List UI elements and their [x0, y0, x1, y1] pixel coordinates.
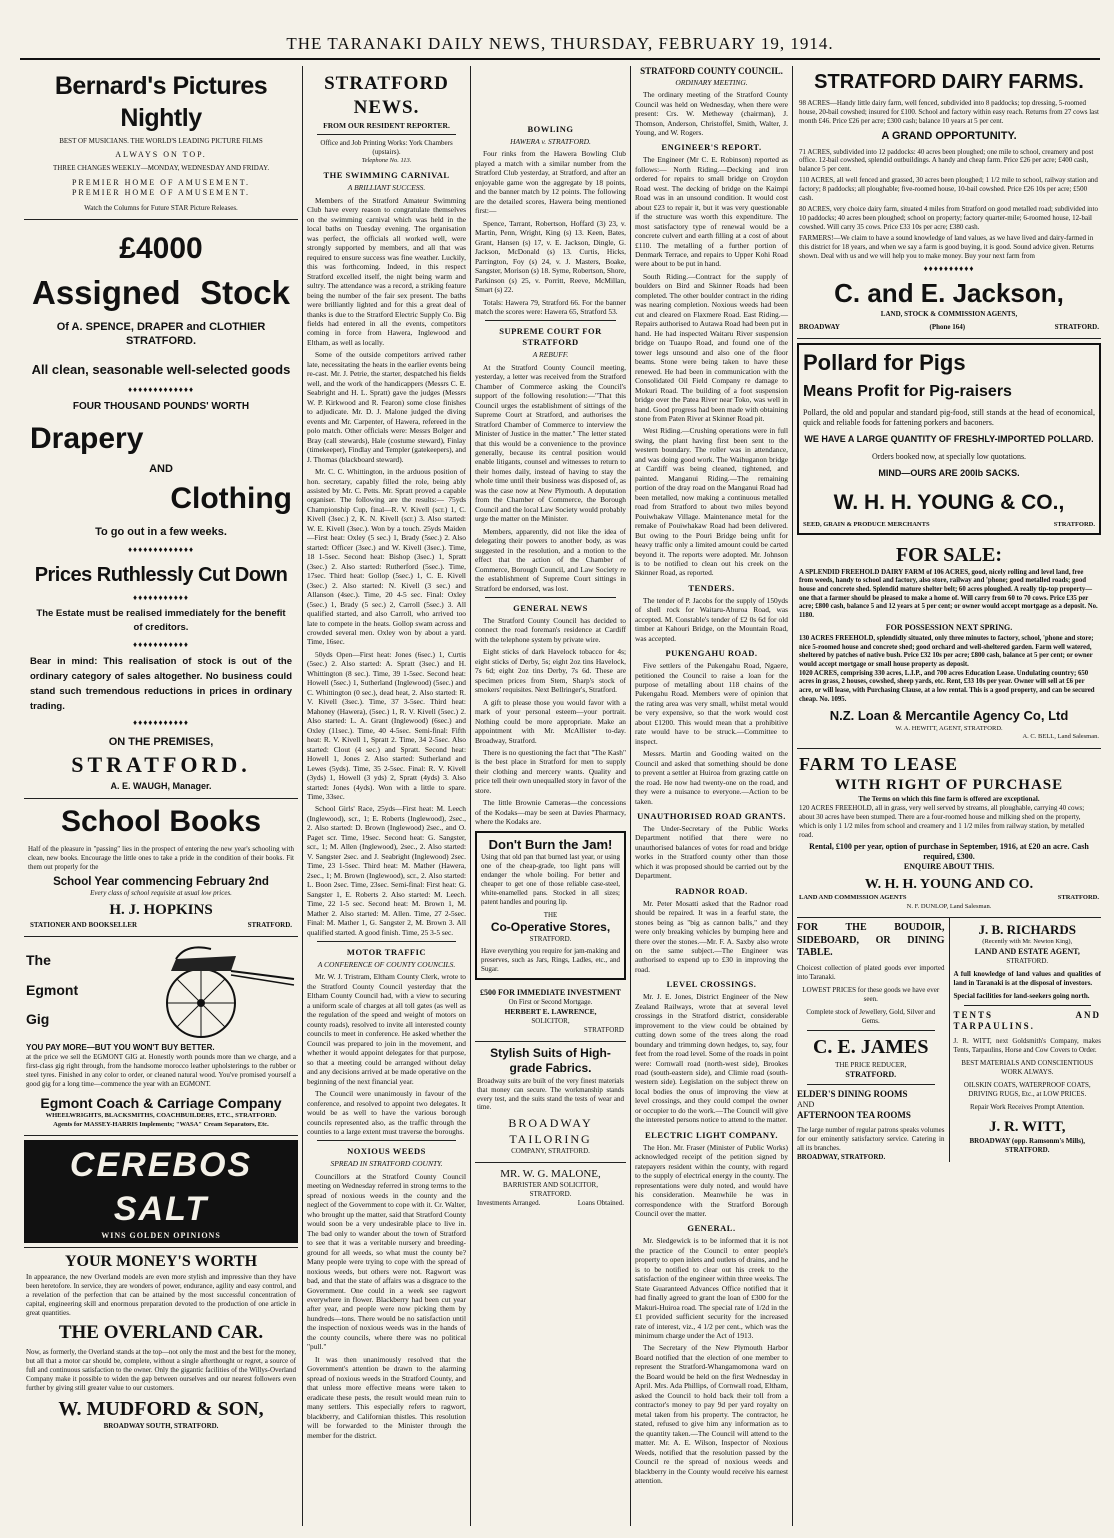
spence-manager: A. E. WAUGH, Manager. — [110, 780, 212, 791]
elder-and: AND — [797, 1100, 815, 1110]
richards-recently: (Recently with Mr. Newton King), — [982, 938, 1073, 946]
books-trade: STATIONER AND BOOKSELLER — [30, 920, 138, 929]
pukengahu-heading: PUKENGAHU ROAD. — [665, 648, 758, 659]
divider-dots: ♦♦♦♦♦♦♦♦♦♦ — [923, 263, 975, 273]
divider — [964, 1005, 1092, 1006]
lawrence-line1: £500 FOR IMMEDIATE INVESTMENT — [480, 988, 621, 998]
broadway-title: BROADWAY TAILORING — [508, 1116, 593, 1146]
richards-special: Special facilities for land-seekers going north. — [953, 991, 1090, 1000]
gig-gig: Gig — [26, 1011, 50, 1028]
weeds-heading: NOXIOUS WEEDS — [347, 1146, 426, 1157]
spence-four: FOUR THOUSAND POUNDS' WORTH — [72, 401, 250, 413]
jackson-phone: (Phone 164) — [929, 323, 966, 332]
stratford-news-title: STRATFORD NEWS. — [324, 73, 449, 119]
gig-illustration-icon — [116, 941, 296, 1041]
divider-dots: ♦♦♦♦♦♦♦♦♦♦♦ — [133, 639, 189, 649]
divider — [485, 597, 616, 598]
james-title: C. E. JAMES — [812, 1035, 929, 1058]
sale-para-3: 1020 ACRES, comprising 330 acres, L.I.P., and 700 acres Education Lease. Undulating country; 650 acres in grass, 2 houses, cowshed, sheep yards, etc. Rent, £33 10s per year. Owner will sell at £6 per acre, or will lease, with Purchasing Clause, at a low rental. This is a good property, and can be secured cheap. No. 1095. — [799, 669, 1095, 703]
spence-ad — [24, 220, 298, 800]
divider-dots: ♦♦♦♦♦♦♦♦♦♦♦ — [133, 592, 189, 602]
overland-addr: BROADWAY SOUTH, STRATFORD. — [103, 1422, 219, 1431]
books-text: Half of the pleasure in "passing" lies in the prospect of entering the new year's schooling with clean, new books. Encourage the little ones to take a pride in the condition of their books. Fit them out properly for the — [28, 844, 294, 871]
gig-text: at the price we sell the EGMONT GIG at. Honestly worth pounds more than we charge, and a first-class gig right through, from the handsome morocco leather upholsterings to the rubber or steel tyres. Finished in any color to order, or cleaned natural wood. You've promised yourself a good gig for a long time—commence the year with an EGMONT. — [26, 1052, 296, 1088]
for-sale-ad — [797, 539, 1101, 749]
young-town: STRATFORD. — [1053, 520, 1095, 528]
gig-pay: YOU PAY MORE—BUT YOU WON'T BUY BETTER. — [26, 1042, 215, 1052]
grants-heading: UNAUTHORISED ROAD GRANTS. — [637, 811, 786, 822]
boudoir-stock: Complete stock of Jewellery, Gold, Silver and Gems. — [806, 1008, 936, 1025]
coop-the: THE — [543, 911, 558, 920]
spence-drapery: Drapery — [30, 422, 144, 455]
jackson-agents: LAND, STOCK & COMMISSION AGENTS, — [880, 310, 1018, 319]
coop-text: Have everything you require for jam-making and preserves, such as Jars, Rings, Ladles, etc., and Sugar. — [481, 947, 620, 974]
richards-title: J. B. RICHARDS — [978, 921, 1076, 937]
engineer-heading: ENGINEER'S REPORT. — [661, 142, 762, 153]
books-name: H. J. HOPKINS — [109, 902, 213, 919]
lawrence-line2: On First or Second Mortgage. — [508, 998, 593, 1007]
column-5 — [792, 66, 1104, 1526]
divider-dots: ♦♦♦♦♦♦♦♦♦♦♦ — [133, 718, 189, 728]
dairy-ad — [797, 66, 1101, 339]
gig-agents: Agents for MASSEY-HARRIS Implements; "WASA" Cream Separators, Etc. — [53, 1120, 269, 1128]
jackson-broadway: BROADWAY — [799, 323, 840, 332]
boudoir-ad — [797, 918, 950, 1162]
sale-para-2: 130 ACRES FREEHOLD, splendidly situated, only three minutes to factory, school, 'phone and store; nice 5-roomed house and concrete shed; good orchard and well-sheltered garden. Farm well watered, sheltered by patches of native bush. Price £32 10s per acre; £800 cash, balance at 5 per cent; or owner would accept mortgage or small house property as deposit. — [799, 634, 1094, 668]
sale-para-1: A SPLENDID FREEHOLD DAIRY FARM of 106 ACRES, good, nicely rolling and level land, free from weeds, handy to school and factory, also store, railway and 'phone; good metalled roads; good house and concrete shed. Splendid mature shelter belt; 60 acres ploughed. A really tip-top property—one that a farmer should be pleased to make a home of. Will carry from 60 to 70 cows. Price £35 per acre; £800 cash, balance 5 and 12 years at 5 per cent; or owner would accept mortgage as a deposit. No. 1180. — [799, 568, 1098, 619]
coop-town: STRATFORD. — [529, 935, 572, 944]
council-para-8: The Under-Secretary of the Public Works Department notified that there were no unauthorised balances of votes for road and bridge works in the Stratford county other than those which it was proposed should be carried out by the Department. — [635, 823, 788, 881]
young-title: W. H. H. YOUNG & CO., — [833, 490, 1065, 514]
lawrence-line5: STRATFORD — [583, 1025, 624, 1034]
stratford-news-office: Office and Job Printing Works: York Chambers (upstairs). — [320, 139, 453, 157]
cerebos-ad — [24, 1136, 298, 1248]
nz-loan-agent: W. A. HEWITT, AGENT, STRATFORD. — [895, 725, 1003, 732]
council-para-4: West Riding.—Crushing operations were in full swing, the plant having first been sent to the western boundary. The roller was in attendance, and was doing good work. The Waihuganon bridge at Cardiff was being cleaned, tightened, and painted. Manganui Riding.—The remaining portion of the dray road on the Manganui Road had been metalled, now making a continuous metalled road from Stratford to about two miles beyond Pouiwhakaw Village. Maintenance metal for the remake of Pouiwhakaw Road had been delivered. But owing to the Pouri Bridge being unfit for heavy traffic only a limited amount could be carted beyond it. The reports were adopted. Mr. Johnson is to be notified to clean out his creek on the Skinner Road, as reported. — [635, 426, 788, 578]
crossings-heading: LEVEL CROSSINGS. — [666, 979, 757, 990]
bowling-para-3: Totals: Hawera 79, Stratford 66. For the banner match the scores were: Hawera 65, Stratford 53. — [475, 297, 626, 316]
court-para-1: At the Stratford County Council meeting, yesterday, a letter was received from the Stratford Chamber of Commerce asking the Council's support of the following resolution:—"That this Council urges the establishment of sittings of the Supreme Court at Stratford, and authorises the Stratford Chamber of Commerce to interview the Minister of Justice in the matter." The letter stated that this would be a convenience to the province generally, because its central position would enable litigants, counsel and witnesses to return to their homes daily, instead of having to stay the whole time until their business was disposed of, as was the case now at New Plymouth. A deputation from the Chamber of Commerce, the Borough Council and the local Law Society would probably urge the matter on the Minister. — [475, 362, 626, 524]
motor-para-2: The Council were unanimously in favour of the conference, and resolved to appoint two delegates. It would be as well to have the various borough councils represented also, as the traffic through the counties to a large extent must traverse the boroughs. — [307, 1089, 466, 1136]
general-news-para-4: There is no questioning the fact that "The Kash" is the best place in Stratford for men to supply their clothing and mercery wants. Quality and price tell their own unequalled story in favor of the store. — [475, 748, 626, 795]
lawrence-line4: SOLICITOR, — [531, 1017, 570, 1025]
column-1 — [20, 66, 302, 1526]
end — [792, 66, 800, 1526]
lease-enquire: ENQUIRE ABOUT THIS. — [903, 862, 995, 872]
general-news-para-1: The Stratford County Council has decided to connect the road foreman's residence at Cardiff with the telephone system by private wire. — [475, 615, 626, 644]
lease-title: FARM TO LEASE — [799, 753, 959, 774]
boudoir-prices: LOWEST PRICES for these goods we have ever seen. — [802, 986, 940, 1004]
spence-clothing: Clothing — [170, 482, 292, 516]
richards-town: STRATFORD. — [1006, 957, 1049, 966]
overland-text1: In appearance, the new Overland models are even more stylish and impressive than they have been heretofore. In service, they are wonders of power, endurance, agility and easy control, and a revelation of the perfection that can be attained by the most successful concentration of capital, engineering skill and enormous preparation devoted to the production of one article in great quantities. — [26, 1272, 296, 1317]
council-para-11: The Hon. Mr. Fraser (Minister of Public Works) acknowledged receipt of the petition signed by ratepayers resident within the county, with regard to the supply of electrical energy in the county. The representations were duly noted, and would have his consideration. Meanwhile he was in correspondence with the Stratford Borough Council over the matter. — [635, 1142, 788, 1218]
james-reducer: THE PRICE REDUCER, — [835, 1060, 907, 1069]
lease-terms: The Terms on which this fine farm is offered are exceptional. — [858, 794, 1040, 803]
column-3-content — [470, 66, 630, 1526]
broadway-company: COMPANY, STRATFORD. — [511, 1147, 590, 1156]
court-subheading: A REBUFF. — [532, 350, 569, 360]
richards-text: A full knowledge of land values and qualities of land in Taranaki is at the disposal of investors. — [953, 969, 1101, 987]
divider — [317, 134, 456, 135]
divider-dots: ♦♦♦♦♦♦♦♦♦♦♦♦♦ — [127, 544, 195, 554]
dairy-opportunity: A GRAND OPPORTUNITY. — [881, 130, 1017, 143]
boudoir-title: FOR THE BOUDOIR, SIDEBOARD, OR DINING TABLE. — [797, 921, 945, 959]
dairy-para-2: 71 ACRES, subdivided into 12 paddocks: 40 acres been ploughed; one mile to school, creamery and post office. 12-bail cowshed, splendid outbuildings. A handy and cheap farm. Price £26 per acre; £400 cash, balance 5 per cent. — [799, 147, 1094, 174]
bowling-para-1: Four rinks from the Hawera Bowling Club played a match with a similar number from the Stratford Club yesterday, at Stratford, and after an enjoyable game won the aggregate by 18 points, and the banner match by 12 points. The following are the detailed scores, Hawera being mentioned first:— — [475, 149, 626, 216]
sale-possession: FOR POSSESSION NEXT SPRING. — [885, 622, 1013, 632]
spence-clean: All clean, seasonable well-selected goods — [31, 362, 291, 378]
lease-subtitle: WITH RIGHT OF PURCHASE — [834, 776, 1064, 793]
lease-rental: Rental, £100 per year, option of purchase in September, 1916, at £20 an acre. Cash required, £300. — [809, 841, 1089, 861]
lawrence-line3: HERBERT E. LAWRENCE, — [504, 1007, 597, 1017]
council-para-1: The ordinary meeting of the Stratford County Council was held on Wednesday, when there were present: Crs. W. Metheway (chairman), J. Thomson, Anderson, Christoffel, Smith, Walter, J. Young, and W. Rogers. — [635, 90, 788, 137]
broadway-ad — [475, 1042, 626, 1163]
divider — [807, 1084, 935, 1085]
tenders-heading: TENDERS. — [688, 582, 735, 593]
coop-ad — [475, 831, 626, 980]
divider-dots: ♦♦♦♦♦♦♦♦♦♦♦♦♦ — [127, 384, 195, 394]
electric-heading: ELECTRIC LIGHT COMPANY. — [645, 1129, 778, 1140]
gig-ad — [24, 937, 298, 1137]
pollard-title: Pollard for Pigs — [803, 350, 966, 376]
stylish-text: Broadway suits are built of the very finest materials that money can secure. The workmanship stands every test, and the suits stand the tests of wear and time. — [477, 1076, 624, 1112]
court-heading: SUPREME COURT FOR STRATFORD — [499, 326, 602, 348]
bernard-line4: PREMIER HOME OF AMUSEMENT. — [71, 178, 251, 188]
gig-company: Egmont Coach & Carriage Company — [40, 1094, 282, 1111]
spence-town: STRATFORD. — [125, 335, 197, 348]
council-subtitle: ORDINARY MEETING. — [675, 77, 748, 87]
bernard-line2: ALWAYS ON TOP. — [115, 149, 207, 159]
witt-addr: BROADWAY (opp. Ramsonm's Mills), STRATFORD. — [969, 1136, 1086, 1154]
divider — [485, 320, 616, 321]
weeds-para-2: It was then unanimously resolved that the Government's attention be drawn to the alarming spread of noxious weeds in the Stratford County, and that unless more effective means were taken to eradicate these pests, the result would mean ruin to many settlers. This especially refers to ragwort, blackberry, and Californian thistles. This resolution will be forwarded to the Minister through the member for the district. — [307, 1354, 466, 1440]
spence-bear: Bear in mind: This realisation of stock is out of the ordinary category of sales altogether. No business could stand such tremendous reductions in prices in ordinary trading. — [30, 655, 292, 713]
swimming-heading: THE SWIMMING CARNIVAL — [323, 170, 450, 181]
council-para-6: Five settlers of the Pukengahu Road, Ngaere, petitioned the Council to raise a loan for the purpose of metalling about 118 chains of the Pukengahu Road. Members were of opinion that the rating area was very small, whilst metal would be very expensive, so that the work would cost about £1200. This would mean that a prohibitive rate would have to be struck.—Committee to inspect. — [635, 661, 788, 746]
column-2 — [302, 66, 470, 1526]
swimming-para-4: 50yds Open—First heat: Jones (6sec.) 1, Curtis (5sec.) 2. Also started: A. Spratt (3sec.) and H. Whittington (8 sec.). Time, 39 1-5sec. Second heat: Howell (5sec.) 1, Sutherland (Inglewood) (5sec.) and C. Whittington (0 sec.), dead heat, 2. Also started: R. V. Kivell (3sec.). Time, 37 3-5sec. Third heat: Mahoney (Hawera), (5sec.) 1, R. V. Kivell (5sec.) 2. Also started: L. A. Grant (Inglewood) (6sec.) and Oxley (11sec.). Time, 40 4-5sec. Semi-final: Fifth heat: R. V. Kivell 1, Spratt 2. Time, 34 2-5sec. Also started: Clout (4 sec.) and Spratt. Second heat: Howell 1, Jones 2. Also started: Sutherland and Lewes (5yds). Time, 35 2-5sec. Final: R. V. Kivell (3yds) 1, Howell (3 yds) 2, Spratt (4yds) 3. Also started: Jones (4yds). Won with a little to spare. Time, 33sec. — [307, 649, 466, 801]
general-news-para-2: Eight sticks of dark Havelock tobacco for 4s; eight sticks of Derby, 5s; eight 2oz tins Havelock, 7s 6d; eight 2oz tins Derby, 7s 6d. These are specimen prices from Stem, Sharp's stock of smokers' requisites. Next Bellringer's, Stratford. — [475, 647, 626, 695]
swimming-para-2: Some of the outside competitors arrived rather late, necessitating the heats in the earlier events being re-cast. Mr. J. Petrie, the starter, despatched his fields well, and the work of the handicappers (Messrs C. E. Seabright and H. L. Spratt) gave the judges (Messrs W. P. Kirkwood and R. Fearon) some close finishes to adjudicate. Mr. D. J. Malone judged the diving events and Mr. Carpenter, of Hawera, refereed in the polo match. Other officials were: Messrs Bolger and Bray (call stewards), Hale (costume steward), Finlay (timekeeper), Findlay and Templer (gatekeepers), and J. Thomas (blackboard steward). — [307, 350, 466, 464]
council-title: STRATFORD COUNTY COUNCIL. — [640, 66, 783, 76]
dairy-para-3: 110 ACRES, all well fenced and grassed, 30 acres been ploughed; 1 1/2 mile to school, railway station and factory; 8 paddocks; all ploughable; five-roomed house, 10-bail cowshed. Price £26 10s per acre; £500 cash. — [799, 176, 1098, 203]
malone-loans: Loans Obtained. — [577, 1199, 624, 1208]
jackson-town: STRATFORD. — [1054, 323, 1099, 332]
bernard-ad — [24, 66, 298, 220]
general-news-heading: GENERAL NEWS — [513, 603, 588, 614]
bowling-subheading: HAWERA v. STRATFORD. — [510, 136, 591, 146]
elder-text: The large number of regular patrons speaks volumes for our eminently satisfactory service. Catering in all its branches. — [797, 1126, 945, 1152]
pollard-orders: Orders booked now, at specially low quotations. — [871, 451, 1027, 461]
motor-subheading: A CONFERENCE OF COUNTY COUNCILS. — [317, 959, 456, 969]
tents-coats: OILSKIN COATS, WATERPROOF COATS, DRIVING RUGS, Etc., at LOW PRICES. — [963, 1080, 1091, 1098]
books-year: School Year commencing February 2nd — [53, 875, 269, 888]
pollard-subtitle: Means Profit for Pig-raisers — [803, 382, 1012, 400]
young-land-title: W. H. H. YOUNG AND CO. — [864, 877, 1034, 893]
pollard-text: Pollard, the old and popular and standard pig-food, still stands at the head of economical, quick and reliable foods for fattening porkers and baconers. — [803, 408, 1095, 428]
bernard-line5: PREMIER HOME OF AMUSEMENT. — [71, 188, 251, 198]
council-para-5: The tender of P. Jacobs for the supply of 150yds of shell rock for Waitaru-Ahuroa Road, was accepted. M. Constable's tender of £2 0s 6d for old timber at Kahouri Bridge, on the Mountain Road, was accepted. — [635, 595, 788, 643]
masthead — [20, 18, 1100, 60]
lawrence-ad — [475, 984, 626, 1042]
jackson-title: C. and E. Jackson, — [834, 278, 1064, 309]
overland-mudford: W. MUDFORD & SON, — [58, 1397, 264, 1420]
council-para-13: The Secretary of the New Plymouth Harbor Board notified that the election of one member to represent the Stratford-Whangamomona ward on the Board would be held on the first Wednesday in April. Mrs. Ada Phillips, of Cornwall road, Eltham, asked the Council to hold back their toll from a contractor's money to pay 9d per yard royalty on metal taken from his property. The contractor, he stated, refused to give him any information as to the quantity taken.—The Council will attend to the matter. Mr. A. E. Wilson, Inspector of Noxious Weeds, notified that the resolution passed by the Council re the spread of noxious weeds and blackberry in the County would receive his earnest attention. — [635, 1343, 788, 1486]
books-ad — [24, 799, 298, 936]
motor-heading: MOTOR TRAFFIC — [346, 947, 427, 957]
books-town: STRATFORD. — [247, 920, 292, 929]
overland-ad — [24, 1248, 298, 1437]
overland-worth: YOUR MONEY'S WORTH — [64, 1253, 258, 1271]
general-news-para-3: A gift to please those you would favor with a mark of your personal esteem—your portrait. Nothing could be more appropriate. Make an appointment with Mr. McAllister to-day. Broadway, Stratford. — [475, 697, 626, 745]
weeds-para-1: Councillors at the Stratford County Council meeting on Wednesday referred in strong terms to the spread of noxious weeds in the county and the neglect of the Government to cope with it. Cr. Walter, who brought up the matter, said that Stratford County would soon be a very undesirable place to live in. The bad only to wander about the town of Stratford to see that it was a veritable nursery and breeding-ground for all weeds, so what must the county be? Many people were trying to cope with the spread of noxious weeds, but others were not. Ragwort was bad, and that the state of affairs was a disgrace to the Government. One could in a week see ragwort everywhere in flower. Blackberry had been cut year after year, and people were now picking them by hundreds—tons. There would be no satisfaction until the inspection of noxious weeds was in the hands of the county councils, where there was no political "pull." — [307, 1171, 466, 1352]
spence-assigned: Assigned — [32, 273, 181, 311]
tents-materials: BEST MATERIALS AND CONSCIENTIOUS WORK ALWAYS. — [961, 1058, 1094, 1076]
lease-ad — [797, 749, 1101, 918]
malone-title: BARRISTER AND SOLICITOR, — [503, 1181, 598, 1190]
bernard-line1: BEST OF MUSICIANS. THE WORLD'S LEADING PICTURE FILMS — [59, 137, 263, 145]
gig-egmont: Egmont — [26, 981, 79, 998]
overland-text2: Now, as formerly, the Overland stands at the top—not only the most and the best for the money, but all that a motor car should be, complete, without a single afterthought or regret, a source of full and continuous satisfaction to the owner. Only the gigantic facilities of the Willys-Overland Company make it possible to widen the gap between ourselves and our nearest followers even further by giving still greater value to our customers. — [26, 1347, 296, 1392]
spence-stratford: STRATFORD. — [71, 751, 251, 777]
malone-name: MR. W. G. MALONE, — [500, 1168, 601, 1181]
dairy-title: STRATFORD DAIRY FARMS. — [814, 71, 1084, 93]
swimming-subheading: A BRILLIANT SUCCESS. — [347, 183, 426, 193]
spence-prices: Prices Ruthlessly Cut Down — [34, 564, 288, 587]
bernard-title: Bernard's Pictures Nightly — [54, 72, 268, 132]
boudoir-text: Choicest collection of plated goods ever imported into Taranaki. — [797, 964, 945, 982]
council-para-3: South Riding.—Contract for the supply of boulders on Bird and Skinner Roads had been completed. The other boulder contract in the riding was nearing completion. Noxious weeds had been cut and cleared on Flaxmere Road. East Riding.—Repairs authorised to Autawa Road had been put in hand. He had inspected Waitaru River suspension bridge on Tuaupo Road, and found one of the tower legs unsound and also one of the floor beams. Stone were being taken to have these renewed. He had been in communication with the Consolidated Oil Field Company re damage to Mokuri Road. The building of a foot suspension bridge over the Patea River near Toko, was well in hand. Good progress had been made with obtaining stone from Paten River at Skinner Road pit. — [635, 271, 788, 423]
malone-investments: Investments Arranged. — [477, 1199, 541, 1208]
young-land-town: STRATFORD. — [1057, 894, 1099, 902]
dairy-para-1: 98 ACRES—Handy little dairy farm, well fenced, subdivided into 8 paddocks; top dressing, 5-roomed house, 20-bail cowshed; insured for £100. School and factory within easy reach. Returns from 27 cows last month £46. Price £26 per acre; £300 cash; balance 10 years at 5 per cent. — [799, 98, 1099, 125]
divider — [317, 1140, 456, 1141]
spence-amount: £4000 — [119, 231, 203, 265]
elder-tea: AFTERNOON TEA ROOMS — [797, 1110, 911, 1121]
weeds-subheading: SPREAD IN STRATFORD COUNTY. — [330, 1159, 443, 1169]
spence-and: AND — [149, 463, 173, 476]
spacer-2 — [470, 66, 478, 1526]
nz-loan-title: N.Z. Loan & Mercantile Agency Co, Ltd — [829, 708, 1069, 724]
bernard-line6: Watch the Columns for Future STAR Picture Releases. — [84, 203, 238, 212]
column-council — [630, 66, 792, 1526]
tents-text: J. R. WITT, next Goldsmith's Company, makes Tents, Tarpaulins, Horse and Cow Covers to Order. — [953, 1036, 1101, 1054]
bowling-para-2: Spence, Tarrant, Robertson, Hoffard (3) 23, v. Martin, Penn, Wright, King (s) 13. Keen, Bates, Grant, Hansen (s) 17, v. E. Jackson, Dingle, G. Jackson, McDonald (s) 13. Curtis, Hicks, Parrington, Foy (s) 24, v. J. Masters, Boake, Sangster, Morison (s) 18. Syme, Robertson, Shore, Parkinson (s) 25, v. Porritt, Reeve, McMillan, Smart (s) 22. — [475, 218, 626, 295]
dairy-para-4: 80 ACRES, very choice dairy farm, situated 4 miles from Stratford on good metalled road; subdivided into 10 paddocks; 40 acres been ploughed; school on property; factory quarter-mile; 6-roomed house, 12-bail cowshed. Will carry 35 cows. Price £33 10s per acre; £380 cash. — [799, 205, 1098, 232]
nz-loan-salesman: A. C. BELL, Land Salesman. — [1022, 733, 1099, 741]
malone-ad — [475, 1163, 626, 1214]
young-land-salesman: N. F. DUNLOP, Land Salesman. — [906, 902, 992, 910]
council-para-10: Mr. J. E. Jones, District Engineer of the New Zealand Railways, wrote that at several level crossings in the Stratford district, considerable improvement to the view could be obtained by cutting down some of the trees along the road boundary and trimming down hedges, to, say, four feet from the road level. Some of the roads in point were: Cornwall road (north-west side), Brookes road (south-eastern side), and Climie road (south-western side). Legislation on the subject threw on local bodies the onus of improving the view at level crossings, and they could compel the owner or occupier to do the work.—The Council will give the interested persons notice to attend to the matter. — [635, 992, 788, 1125]
malone-town: STRATFORD. — [529, 1190, 572, 1199]
bowling-heading: BOWLING — [527, 124, 574, 134]
council-para-7: Messrs. Martin and Gooding waited on the Council and asked that something should be done to prevent a settler at Huiroa from grazing cattle on the road. He now had twenty-one on the road, and they were a nuisance to everyone.—Action to be taken. — [635, 749, 788, 806]
motor-para-1: Mr. W. J. Tristram, Eltham County Clerk, wrote to the Stratford County Council yesterday that the Eltham County Council had, with a view to securing a uniform scale of charges at all toll gates (as well as the regulation of the speed and weight of motors on county roads), resolved to invite all interested county councils to meet in conference. He asked whether the Council was prepared to join in the movement, and whether it would appoint delegates for that purpose, so that a meeting could be arranged without delay and any decisions arrived at be made operative on the beginning of the next financial year. — [307, 972, 466, 1086]
bernard-line3: THREE CHANGES WEEKLY—MONDAY, WEDNESDAY AND FRIDAY. — [52, 164, 270, 173]
council-para-2: The Engineer (Mr C. E. Robinson) reported as follows:— North Riding.—Decking and iron ordered for repairs to small bridge on Croydon Road west. The decking of bridge on the Kaimpi Road was in an unsound condition. It would cost about £23 to repair it, but it was very questionable if the structure was worth this expenditure. The most satisfactory type of renewal would be a concrete culvert and earth filling at a cost of about £110. The metalling of a further portion of Denmark Terrace, and repairs to Upper Kohi Road were about to be put in hand. — [635, 155, 788, 269]
jam-text: Using that old pan that burned last year, or using one of the cheap-grade, too light pans will endanger the whole boiling. For better and cheaper to get one of those reliable case-steel, white-enamelled pans. Stocked in all sizes; patent handles and pouring lip. — [481, 853, 620, 907]
pollard-quantity: WE HAVE A LARGE QUANTITY OF FRESHLY-IMPORTED POLLARD. — [804, 434, 1094, 445]
cerebos-title: CEREBOS SALT — [69, 1146, 253, 1228]
lease-para: 120 ACRES FREEHOLD, all in grass, very well served by streams, all ploughable, carrying 40 cows; about 30 acres have been stumped. There are a four-roomed house and milking shed on the property, which is only 1 1/2 miles from school and creamery and 1 1/2 miles from railway station, by metalled road. — [799, 803, 1085, 839]
tents-repair: Repair Work Receives Prompt Attention. — [969, 1102, 1085, 1111]
richards-agent: LAND AND ESTATE AGENT, — [974, 946, 1080, 956]
spence-estate: The Estate must be realised immediately for the benefit of creditors. — [36, 608, 286, 634]
young-land-agents: LAND AND COMMISSION AGENTS — [799, 894, 907, 902]
gig-trades: WHEELWRIGHTS, BLACKSMITHS, COACHBUILDERS, ETC., STRATFORD. — [45, 1112, 277, 1120]
young-merchants: SEED, GRAIN & PRODUCE MERCHANTS — [803, 520, 930, 528]
divider — [807, 1030, 935, 1031]
tents-title: TENTS AND TARPAULINS. — [953, 1009, 1101, 1032]
spence-of: Of A. SPENCE, DRAPER and CLOTHIER — [56, 321, 266, 334]
stratford-news-from: FROM OUR RESIDENT REPORTER. — [323, 120, 450, 130]
books-every: Every class of school requisite at usual low prices. — [90, 889, 232, 898]
spence-stock: Stock — [200, 273, 290, 311]
richards-ad — [950, 918, 1102, 1162]
witt-name: J. R. WITT, — [988, 1118, 1066, 1135]
masthead-text: THE TARANAKI DAILY NEWS, THURSDAY, FEBRUARY 19, 1914. — [286, 34, 834, 53]
radnor-heading: RADNOR ROAD. — [675, 885, 748, 896]
coop-title: Co-Operative Stores, — [490, 920, 611, 935]
books-title: School Books — [60, 805, 262, 839]
divider — [317, 941, 456, 942]
gig-the: The — [26, 951, 51, 968]
elder-addr: BROADWAY, STRATFORD. — [797, 1152, 886, 1161]
swimming-para-1: Members of the Stratford Amateur Swimming Club have every reason to congratulate themselves on the swimming carnival which was held in the local baths on Tuesday evening. The organisation was perfect, the officials all worked well, were strongly supported by members, and all that was required to ensure success was fine weather. Luckily, this was forthcoming. Indeed, in this respect Stratford excelled itself, the night being warm and sultry. The attendance was a record, a striking feature being the number of the fair sex present. The baths were brilliantly lighted and for this a great deal of thanks is due to the Stratford Electric Supply Co. Big fields had entered in all the events, competitors coming in force from Hawera, Inglewood and Eltham, as well as locally. — [307, 195, 466, 347]
general-heading: GENERAL. — [687, 1223, 736, 1234]
james-town: STRATFORD. — [845, 1069, 897, 1079]
dairy-para-5: FARMERS!—We claim to have a sound knowledge of land values, as we have lived and dairy-farmed in this district for 18 years, and when we say a farm is good buying, it is good. Sound advice given. Returns shown. Deal with us and we will help you to make money. Buy your next farm from — [799, 234, 1094, 261]
general-news-para-5: The little Brownie Cameras—the concessions of the Kodaks—may be seen at Davies Pharmacy, where the Kodaks are. — [475, 798, 626, 827]
spence-premises: ON THE PREMISES, — [108, 735, 214, 748]
council-para-9: Mr. Peter Mosatti asked that the Radnor road should be repaired. It was in a fearful state, the stones being as "big as cannon balls," and they were only breaking vehicles by bumping here and there over the stones.—Mr. F. A. Saxby also wrote on the same subject.—The Engineer was authorised to expend up to £30 in improving the road. — [635, 898, 788, 974]
court-para-2: Members, apparently, did not like the idea of delegating their powers to another body, as was suggested in the resolution, and a motion to the effect that the action of the Chamber of Commerce, Borough Council, and Law Society re the establishment of Supreme Court sittings in Stratford be endorsed, was lost. — [475, 526, 626, 593]
swimming-para-3: Mr. C. C. Whittington, in the arduous position of hon. secretary, capably filled the role, being ably assisted by Mr. C. Petts. Mr. Spratt proved a capable organiser. The following are the results:— 75yds Championship Cup, final—R. V. Kivell (scr.) 1, C. Kivell (3sec.) 2, K. N. Kivell (scr.) 3. Also started: W. E. Kivell (3sec.). Won by a touch. 25yds Maiden—First heat: Oxley (5 sec.) 1, Brady (5sec.) 2. Also started: Officer (3sec.) and W. Kivell (3sec.). Time, 18 1-5sec. Second heat: Bishop (3sec.) 1, Spratt (3sec.) 2. Also started: Rutherford (5sec.). Time, 17sec. Third heat: Gollop (5sec.) 1, C. E. Kivell (3sec.) 2. Also started: N. Kivell (3 sec.) and Allanson (4sec.). Time, 20 4-5 sec. Final: Oxley (5sec.) 1, Brady (5 sec.) 2, Carroll (5sec.) 3. All qualified started, and also Carroll, who arrived too late to compete in the heats. Gollop swam across and crowded several men. Oxley won by about a yard. Time, 16sec. — [307, 467, 466, 647]
stylish-title: Stylish Suits of High-grade Fabrics. — [490, 1045, 611, 1076]
sale-title: FOR SALE: — [895, 543, 1003, 566]
overland-car: THE OVERLAND CAR. — [58, 1321, 264, 1343]
jam-title: Don't Burn the Jam! — [488, 836, 613, 852]
council-para-12: Mr. Sledgewick is to be informed that it is not the practice of the Council to enter people's property to open inlets and outlets of drains, and he is to be notified to clear out his creek to the satisfaction of the engineer within three weeks. The State Guaranteed Advances Office notified that it had finally agreed to grant the loan of £300 for the Makuri-Huiroa road. The special rate of 1/2d in the £1 provided sufficient security for the increased rate of interest, viz., 4 1/2 per cent., which was the minimum charge under the Act of 1913. — [635, 1236, 788, 1341]
cerebos-tag: WINS GOLDEN OPINIONS — [101, 1231, 221, 1241]
swimming-para-5: School Girls' Race, 25yds—First heat: M. Leech (Inglewood), scr., 1; E. Roberts (Inglewood), 2sec., 2. Also started: D. Brown (Inglewood) 2sec., and O. Paget scr. Time, 19sec. Second heat: G. Sangster, scr., 1; M. Allen (Inglewood), 2sec., 2. Also started: V. Sangster 2sec. and J. Seabright (Inglewood) 2sec. Time, 23 1-5sec. Third heat: M. Mather (Hawera, 2sec., 1; M. Brown (Inglewood), scr., 2. Also started: L. Boon 2sec. Time, 23sec. Semi-final: First heat: G. Sangster 1, E. Roberts 2. Also started: M. Leech. Time, 22 1-5 sec. Second heat: M. Brown 1, M. Mather 2. Also started: M. Allen. Time, 27 2-5sec. Final: M. Mather 1, G. Sangster 2, M. Brown 3. All qualified started. A good finish. Time, 25 3-5 sec. — [307, 804, 466, 937]
pollard-ad — [797, 343, 1101, 535]
pollard-sacks: MIND—OURS ARE 200lb SACKS. — [878, 468, 1020, 479]
elder-title: ELDER'S DINING ROOMS — [797, 1088, 908, 1099]
spence-go: To go out in a few weeks. — [95, 525, 227, 538]
stratford-news-tel: Telephone No. 113. — [361, 157, 412, 165]
